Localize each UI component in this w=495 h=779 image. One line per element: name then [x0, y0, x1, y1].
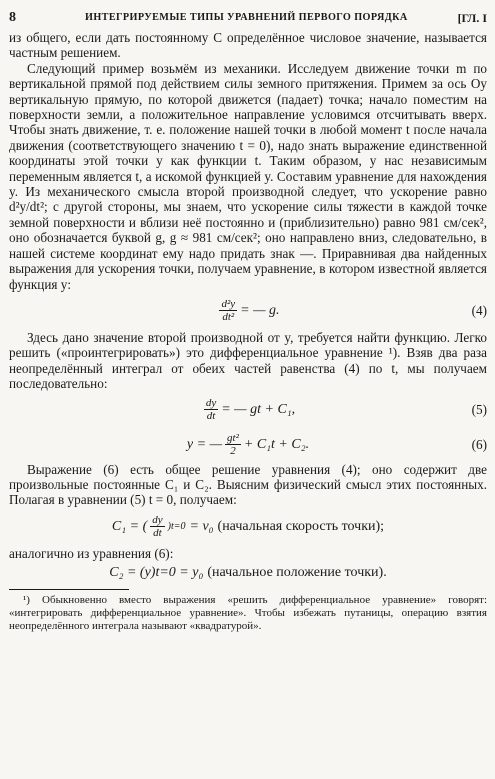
- equation-4-label: (4): [471, 303, 487, 319]
- body-text: [9, 30, 487, 585]
- equation-4: $\frac{\text{d²y}}{\text{dt²}}$ = — g. (4): [221, 298, 487, 324]
- equation-5-label: (5): [471, 401, 487, 417]
- eq6-fraction: $\frac{\text{gt²}}{2}$: [227, 432, 239, 458]
- equation-c2: C₂ = (y)t=0 = y₀ (начальное положение точки).: [109, 565, 387, 581]
- paragraph-3: Здесь дано значение второй производной от y, требуется найти функцию. Легко решить («проинтегрировать») это дифференциальное уравнение ¹). Взяв два раза неопределённый интеграл от обеих частей равенства (4) по t, мы получаем последовательно:: [9, 329, 487, 392]
- running-header: [9, 8, 487, 30]
- eq5-fraction: $\frac{dy}{dt}$: [205, 397, 217, 423]
- paragraph-5: аналогично из уравнения (6):: [9, 545, 174, 561]
- page-number: 8: [9, 10, 16, 25]
- paragraph-2: Следующий пример возьмём из механики. Исследуем движение точки m по вертикальной прямой под действием силы земного притяжения. Примем за ось Oy вертикальную прямую, по которой движется (падает) точка; начало поместим на поверхности земли, а положительное направление условимся отсчитывать вверх. Чтобы знать движение, т. е. положение нашей точки в любой момент t после начала движения (соответствующего значению t = 0), надо знать выражение единственной координаты этой точки y как функции t. Таким образом, у нас независимым переменным является t, а искомой функцией y. Составим уравнение для нахождения y. Из механического смысла второй производной следует, что ускорение равно d²y/dt²; с другой стороны, мы знаем, что ускорение силы тяжести в каждой точке земной поверхности и вблизи неё постоянно и (приблизительно) равно 981 см/сек², оно обозначается буквой g, g ≈ 981 см/сек²; оно направлено вниз, следовательно, в нашей системе координат ему надо придать знак —. Приравнивая два найденных выражения для ускорения точки, получаем уравнение, в котором известной является функция y:: [9, 60, 487, 292]
- eqC1-fraction: $\frac{dy}{dt}$: [152, 514, 163, 540]
- equation-6: y = — $\frac{\text{gt²}}{2}$ + C₁t + C₂. (6): [186, 432, 487, 458]
- equation-c1: C₁ = ( $\frac{dy}{dt}$ )t=0 = v₀ (начальная скорость точки);: [111, 514, 385, 540]
- footnote: ¹) Обыкновенно вместо выражения «решить дифференциальное уравнение» говорят: «интегрировать дифференциальное уравнение». Чтобы избежать путаницы, операцию взятия неопределённого интеграла называют «квадратурой».: [9, 594, 487, 633]
- footnote-divider: [9, 589, 129, 590]
- equation-5: $\frac{dy}{dt}$ = — gt + C₁, (5): [205, 397, 487, 423]
- running-title: ИНТЕГРИРУЕМЫЕ ТИПЫ УРАВНЕНИЙ ПЕРВОГО ПОРЯДКА: [85, 12, 408, 23]
- eq4-fraction: $\frac{\text{d²y}}{\text{dt²}}$: [221, 298, 236, 324]
- chapter-marker: [ГЛ. I: [457, 11, 487, 25]
- paragraph-1: из общего, если дать постоянному C определённое числовое значение, называется частным решением.: [9, 30, 487, 61]
- paragraph-4: Выражение (6) есть общее решение уравнения (4); оно содержит две произвольные постоянные C₁ и C₂. Выясним физический смысл этих постоянных. Полагая в уравнении (5) t = 0, получаем:: [9, 461, 487, 508]
- equation-6-label: (6): [471, 436, 487, 452]
